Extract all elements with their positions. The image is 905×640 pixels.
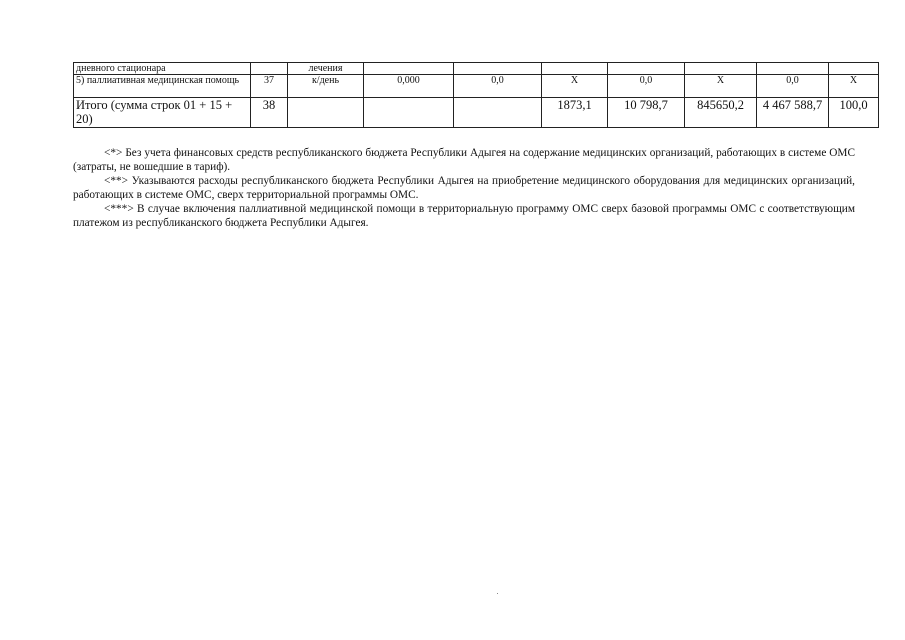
table-row-total — [74, 98, 879, 128]
value-cell — [685, 63, 757, 75]
footnote-3: <***> В случае включения паллиативной медицинской помощи в территориальную программу ОМС сверх базовой программы ОМС с соответствующим платежом из республиканского бюджета Республики Адыгея. — [73, 203, 855, 229]
footnotes — [73, 146, 855, 230]
value-cell — [364, 98, 454, 128]
row-name-cell: Итого (сумма строк 01 + 15 + 20) — [74, 98, 251, 128]
value-cell — [542, 63, 608, 75]
scan-speck — [497, 593, 498, 594]
unit-cell: лечения — [288, 63, 364, 75]
footnote-1: <*> Без учета финансовых средств республиканского бюджета Республики Адыгея на содержание медицинских организаций, работающих в системе ОМС (затраты, не вошедшие в тариф). — [73, 147, 855, 173]
value-cell: 0,0 — [608, 75, 685, 98]
value-cell: 10 798,7 — [608, 98, 685, 128]
value-cell — [454, 63, 542, 75]
table-row — [74, 63, 879, 75]
value-cell: 0,0 — [454, 75, 542, 98]
value-cell — [364, 63, 454, 75]
row-number-cell — [251, 63, 288, 75]
row-name-cell: 5) паллиативная медицинская помощь — [74, 75, 251, 98]
financing-table — [73, 62, 879, 128]
value-cell — [608, 63, 685, 75]
value-cell: 0,0 — [757, 75, 829, 98]
value-cell: 0,000 — [364, 75, 454, 98]
value-cell — [454, 98, 542, 128]
row-number-cell: 38 — [251, 98, 288, 128]
value-cell: 1873,1 — [542, 98, 608, 128]
value-cell: X — [685, 75, 757, 98]
value-cell: 4 467 588,7 — [757, 98, 829, 128]
value-cell: 100,0 — [829, 98, 879, 128]
unit-cell: к/день — [288, 75, 364, 98]
row-number-cell: 37 — [251, 75, 288, 98]
value-cell — [757, 63, 829, 75]
value-cell: X — [829, 75, 879, 98]
unit-cell — [288, 98, 364, 128]
value-cell — [829, 63, 879, 75]
footnote-2: <**> Указываются расходы республиканского бюджета Республики Адыгея на приобретение медицинского оборудования для медицинских организаций, работающих в системе ОМС, сверх территориальной программы ОМС. — [73, 175, 855, 201]
value-cell: 845650,2 — [685, 98, 757, 128]
table-row — [74, 75, 879, 98]
row-name-cell: дневного стационара — [74, 63, 251, 75]
value-cell: X — [542, 75, 608, 98]
